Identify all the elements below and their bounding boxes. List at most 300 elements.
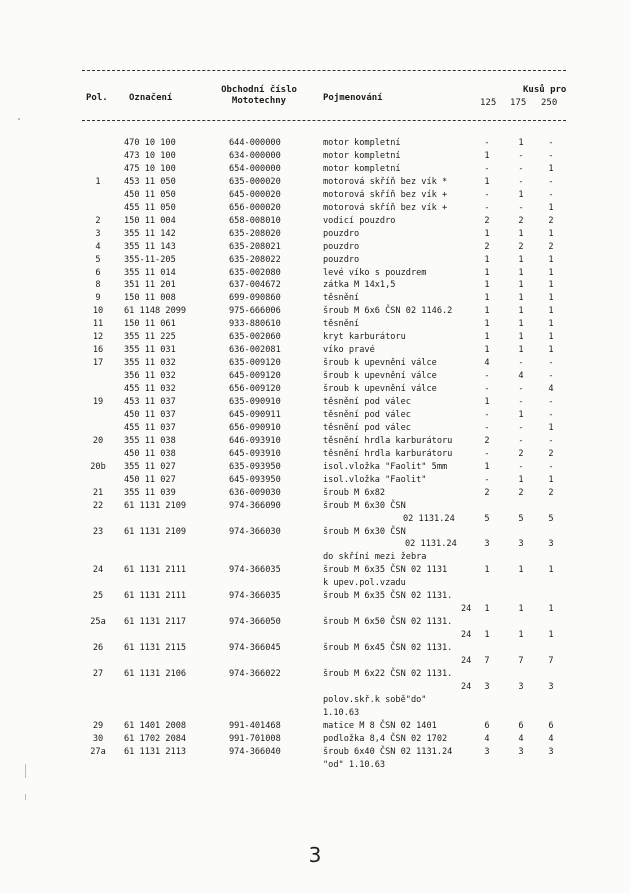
table-row	[0, 681, 630, 693]
oznaceni-cell: 473 10 100	[124, 150, 176, 161]
pol-cell: 25a	[90, 617, 106, 628]
pojmenovani-cell: šroub M 6x35 ČSN 02 1131	[323, 565, 448, 576]
pojmenovani-cell: 1.10.63	[323, 707, 360, 718]
qty-175-cell: 3	[518, 681, 524, 692]
oznaceni-cell: 450 11 037	[124, 409, 176, 420]
table-row	[0, 150, 630, 162]
qty-175-cell: -	[518, 163, 524, 174]
qty-175-cell: 1	[518, 306, 524, 317]
oznaceni-cell: 61 1702 2084	[124, 733, 187, 744]
qty-125-cell: 1	[484, 306, 490, 317]
obchodni-cell: 645-093950	[229, 474, 281, 485]
pol-cell: 19	[92, 397, 104, 407]
qty-125-cell: -	[484, 202, 490, 213]
oznaceni-cell: 61 1401 2008	[124, 720, 187, 731]
pojmenovani-cell: vodicí pouzdro	[323, 215, 396, 226]
pol-cell: 30	[92, 733, 104, 744]
table-row	[0, 331, 630, 343]
pol-cell: 26	[92, 643, 104, 654]
table-row	[0, 215, 630, 227]
qty-250-cell: 1	[548, 604, 554, 615]
pojmenovani-cell: isol.vložka "Faolit" 5mm	[323, 461, 448, 472]
pol-cell: 22	[92, 500, 104, 511]
oznaceni-cell: 351 11 201	[124, 280, 176, 291]
pol-cell: 17	[92, 358, 104, 369]
pojmenovani-cell: matice M 8 ČSN 02 1401	[323, 720, 437, 731]
qty-125-cell: -	[484, 371, 490, 382]
obchodni-cell: 975-666006	[229, 306, 281, 317]
pojmenovani-cell: šroub M 6x30 ČSN	[323, 500, 406, 511]
col-header-175: 175	[510, 98, 527, 108]
qty-250-cell: -	[548, 435, 554, 446]
table-row	[0, 396, 630, 408]
qty-250-cell: 1	[548, 332, 554, 343]
oznaceni-cell: 61 1148 2099	[124, 306, 187, 317]
qty-250-cell: 1	[548, 202, 554, 213]
pojmenovani-cell: těsnění pod válec	[323, 422, 411, 433]
qty-175-cell: 1	[518, 630, 524, 641]
oznaceni-cell: 450 11 050	[124, 189, 176, 200]
pojmenovani-cell: šroub M 6x82	[323, 487, 386, 498]
obchodni-cell: 974-366090	[229, 500, 281, 511]
pojmenovani-cell: zátka M 14x1,5	[323, 280, 396, 291]
obchodni-cell: 636-002081	[229, 345, 281, 356]
qty-250-cell: 1	[548, 280, 554, 291]
qty-250-cell: 1	[548, 228, 554, 239]
qty-125-cell: 1	[484, 604, 490, 615]
pojmenovani-cell: 02 1131.24	[403, 513, 455, 524]
obchodni-cell: 635-208022	[229, 254, 281, 265]
obchodni-cell: 635-000020	[229, 176, 281, 187]
qty-175-cell: 1	[518, 409, 524, 420]
oznaceni-cell: 355 11 031	[124, 345, 176, 356]
qty-250-cell: 1	[548, 306, 554, 317]
table-row	[0, 318, 630, 330]
table-row	[0, 448, 630, 460]
qty-175-cell: 2	[518, 448, 524, 459]
table-row	[0, 163, 630, 175]
obchodni-cell: 645-090911	[229, 409, 281, 420]
qty-125-cell: 3	[484, 681, 490, 692]
table-row	[0, 435, 630, 447]
obchodni-cell: 656-000020	[229, 202, 281, 213]
qty-175-cell: 1	[518, 254, 524, 265]
pojmenovani-cell: 24	[461, 681, 472, 692]
oznaceni-cell: 61 1131 2106	[124, 668, 187, 679]
qty-250-cell: 4	[548, 384, 554, 395]
col-header-125: 125	[480, 98, 497, 108]
table-row	[0, 551, 630, 563]
pojmenovani-cell: 24	[461, 630, 472, 641]
qty-175-cell: 3	[518, 539, 524, 550]
qty-125-cell: 1	[484, 267, 490, 278]
qty-175-cell: 1	[518, 267, 524, 278]
obchodni-cell: 635-208020	[229, 228, 281, 239]
qty-125-cell: 2	[484, 215, 490, 226]
table-row	[0, 746, 630, 758]
qty-175-cell: 1	[518, 189, 524, 200]
oznaceni-cell: 453 11 050	[124, 176, 176, 187]
table-row	[0, 707, 630, 719]
qty-250-cell: -	[548, 371, 554, 382]
qty-125-cell: 1	[484, 176, 490, 187]
pol-cell: 2	[95, 215, 101, 226]
table-row	[0, 487, 630, 499]
obchodni-cell: 933-880610	[229, 319, 281, 330]
qty-250-cell: 5	[548, 513, 554, 524]
pojmenovani-cell: polov.skř.k sobě"do"	[323, 694, 427, 705]
table-row	[0, 292, 630, 304]
obchodni-cell: 658-008010	[229, 215, 281, 226]
obchodni-cell: 635-002060	[229, 332, 281, 343]
col-header-pol: Pol.	[86, 93, 108, 103]
qty-125-cell: -	[484, 409, 490, 420]
pol-cell: 20	[92, 435, 104, 446]
oznaceni-cell: 355 11 143	[124, 241, 176, 252]
table-row	[0, 409, 630, 421]
oznaceni-cell: 150 11 008	[124, 293, 176, 304]
obchodni-cell: 974-366022	[229, 668, 281, 679]
qty-175-cell: 1	[518, 474, 524, 485]
pol-cell: 24	[92, 565, 104, 576]
top-rule	[82, 70, 566, 71]
table-row	[0, 629, 630, 641]
table-row	[0, 720, 630, 732]
obchodni-cell: 637-004672	[229, 280, 281, 291]
oznaceni-cell: 455 11 050	[124, 202, 176, 213]
col-header-oznaceni: Označení	[129, 93, 173, 103]
oznaceni-cell: 475 10 100	[124, 163, 176, 174]
qty-125-cell: 1	[484, 150, 490, 161]
oznaceni-cell: 355 11 038	[124, 435, 176, 446]
qty-125-cell: -	[484, 448, 490, 459]
qty-175-cell: 7	[518, 656, 524, 666]
table-row	[0, 305, 630, 317]
obchodni-cell: 974-366030	[229, 526, 281, 537]
qty-175-cell: -	[518, 397, 524, 407]
table-row	[0, 694, 630, 706]
qty-250-cell: 1	[548, 565, 554, 576]
pol-cell: 27	[92, 668, 104, 679]
qty-250-cell: 2	[548, 241, 554, 252]
pol-cell: 27a	[90, 746, 106, 757]
table-row	[0, 383, 630, 395]
obchodni-cell: 645-093910	[229, 448, 281, 459]
table-row	[0, 759, 630, 771]
scan-speck	[25, 794, 26, 800]
qty-125-cell: -	[484, 384, 490, 395]
obchodni-cell: 699-090860	[229, 293, 281, 304]
pojmenovani-cell: 02 1131.24	[405, 539, 457, 550]
pol-cell: 8	[95, 280, 101, 291]
oznaceni-cell: 61 1131 2111	[124, 591, 187, 602]
qty-250-cell: -	[548, 461, 554, 472]
qty-250-cell: 2	[548, 215, 554, 226]
qty-175-cell: 4	[518, 733, 524, 744]
qty-125-cell: 4	[484, 733, 490, 744]
header-rule	[82, 120, 566, 121]
qty-175-cell: -	[518, 202, 524, 213]
pol-cell: 1	[95, 176, 101, 187]
qty-250-cell: -	[548, 397, 554, 407]
qty-175-cell: 1	[518, 565, 524, 576]
pol-cell: 20b	[90, 461, 106, 472]
qty-175-cell: 1	[518, 228, 524, 239]
col-header-pojmenovani: Pojmenování	[323, 93, 383, 103]
qty-125-cell: -	[484, 474, 490, 485]
pol-cell: 11	[92, 319, 104, 330]
pojmenovani-cell: šroub M 6x45 ČSN 02 1131.	[323, 643, 453, 654]
oznaceni-cell: 450 11 027	[124, 474, 176, 485]
qty-250-cell: 1	[548, 267, 554, 278]
qty-175-cell: -	[518, 150, 524, 161]
pojmenovani-cell: těsnění hrdla karburátoru	[323, 435, 453, 446]
pojmenovani-cell: 24	[461, 604, 472, 615]
qty-175-cell: 5	[518, 513, 524, 524]
qty-125-cell: 2	[484, 241, 490, 252]
obchodni-cell: 974-366040	[229, 746, 281, 757]
table-row	[0, 616, 630, 628]
col-header-obchodni-line2: Mototechny	[231, 96, 287, 106]
pojmenovani-cell: těsnění pod válec	[323, 397, 411, 407]
pol-cell: 23	[92, 526, 104, 537]
pol-cell: 6	[95, 267, 101, 278]
pojmenovani-cell: těsnění	[323, 319, 360, 330]
qty-175-cell: -	[518, 435, 524, 446]
oznaceni-cell: 355 11 225	[124, 332, 176, 343]
table-row	[0, 500, 630, 512]
obchodni-cell: 974-366035	[229, 591, 281, 602]
obchodni-cell: 656-090910	[229, 422, 281, 433]
pojmenovani-cell: isol.vložka "Faolit"	[323, 474, 427, 485]
qty-250-cell: 1	[548, 293, 554, 304]
oznaceni-cell: 470 10 100	[124, 138, 176, 148]
table-row	[0, 474, 630, 486]
qty-125-cell: 3	[484, 539, 490, 550]
oznaceni-cell: 61 1131 2109	[124, 500, 187, 511]
pol-cell: 12	[92, 332, 104, 343]
oznaceni-cell: 355 11 032	[124, 358, 176, 369]
qty-125-cell: 2	[484, 435, 490, 446]
qty-175-cell: -	[518, 422, 524, 433]
oznaceni-cell: 355 11 027	[124, 461, 176, 472]
qty-125-cell: 6	[484, 720, 490, 731]
pojmenovani-cell: těsnění hrdla karburátoru	[323, 448, 453, 459]
col-header-obchodni	[214, 85, 304, 107]
pojmenovani-cell: motorová skříň bez vík +	[323, 189, 448, 200]
pojmenovani-cell: "od" 1.10.63	[323, 759, 386, 770]
pojmenovani-cell: motorová skříň bez vík +	[323, 202, 448, 213]
oznaceni-cell: 61 1131 2111	[124, 565, 187, 576]
qty-125-cell: -	[484, 189, 490, 200]
qty-125-cell: 1	[484, 293, 490, 304]
pojmenovani-cell: šroub M 6x22 ČSN 02 1131.	[323, 668, 453, 679]
obchodni-cell: 974-366050	[229, 617, 281, 628]
qty-175-cell: 2	[518, 241, 524, 252]
qty-125-cell: 1	[484, 254, 490, 265]
table-row	[0, 279, 630, 291]
qty-125-cell: -	[484, 138, 490, 148]
obchodni-cell: 645-009120	[229, 371, 281, 382]
table-row	[0, 228, 630, 240]
pojmenovani-cell: šroub k upevnění válce	[323, 384, 437, 395]
oznaceni-cell: 61 1131 2115	[124, 643, 187, 654]
qty-125-cell: 3	[484, 746, 490, 757]
pojmenovani-cell: motor kompletní	[323, 150, 401, 161]
pojmenovani-cell: šroub k upevnění válce	[323, 358, 437, 369]
qty-250-cell: 1	[548, 422, 554, 433]
qty-175-cell: 1	[518, 280, 524, 291]
pojmenovani-cell: šroub M 6x35 ČSN 02 1131.	[323, 591, 453, 602]
pojmenovani-cell: pouzdro	[323, 254, 360, 265]
pol-cell: 25	[92, 591, 104, 602]
table-row	[0, 642, 630, 654]
qty-250-cell: 3	[548, 681, 554, 692]
qty-250-cell: 7	[548, 656, 554, 666]
table-row	[0, 267, 630, 279]
page-number: 3	[308, 843, 322, 867]
qty-125-cell: 5	[484, 513, 490, 524]
qty-175-cell: 1	[518, 138, 524, 148]
table-row	[0, 370, 630, 382]
pol-cell: 16	[92, 345, 104, 356]
qty-250-cell: 1	[548, 254, 554, 265]
qty-125-cell: 7	[484, 656, 490, 666]
qty-250-cell: 2	[548, 448, 554, 459]
pojmenovani-cell: šroub k upevnění válce	[323, 371, 437, 382]
pojmenovani-cell: levé víko s pouzdrem	[323, 267, 427, 278]
qty-175-cell: 3	[518, 746, 524, 757]
oznaceni-cell: 150 11 061	[124, 319, 176, 330]
oznaceni-cell: 356 11 032	[124, 371, 176, 382]
qty-175-cell: 4	[518, 371, 524, 382]
table-row	[0, 461, 630, 473]
obchodni-cell: 635-208021	[229, 241, 281, 252]
table-row	[0, 189, 630, 201]
obchodni-cell: 635-009120	[229, 358, 281, 369]
qty-250-cell: 1	[548, 319, 554, 330]
qty-175-cell: 1	[518, 345, 524, 356]
oznaceni-cell: 355 11 014	[124, 267, 176, 278]
qty-250-cell: -	[548, 409, 554, 420]
obchodni-cell: 654-000000	[229, 163, 281, 174]
pojmenovani-cell: šroub M 6x6 ČSN 02 1146.2	[323, 306, 453, 317]
obchodni-cell: 974-366045	[229, 643, 281, 654]
qty-125-cell: 1	[484, 332, 490, 343]
table-row	[0, 564, 630, 576]
oznaceni-cell: 453 11 037	[124, 397, 176, 407]
table-row	[0, 577, 630, 589]
scan-speck	[25, 764, 26, 778]
qty-175-cell: 1	[518, 332, 524, 343]
table-row	[0, 526, 630, 538]
pojmenovani-cell: podložka 8,4 ČSN 02 1702	[323, 733, 448, 744]
pojmenovani-cell: těsnění pod válec	[323, 409, 411, 420]
qty-250-cell: -	[548, 176, 554, 187]
qty-175-cell: -	[518, 358, 524, 369]
table-row	[0, 357, 630, 369]
qty-175-cell: 1	[518, 604, 524, 615]
pol-cell: 5	[95, 254, 101, 265]
oznaceni-cell: 455 11 037	[124, 422, 176, 433]
qty-250-cell: 2	[548, 487, 554, 498]
table-row	[0, 733, 630, 745]
obchodni-cell: 645-000020	[229, 189, 281, 200]
obchodni-cell: 644-000000	[229, 138, 281, 148]
qty-250-cell: -	[548, 150, 554, 161]
obchodni-cell: 636-009030	[229, 487, 281, 498]
obchodni-cell: 974-366035	[229, 565, 281, 576]
pojmenovani-cell: těsnění	[323, 293, 360, 304]
qty-250-cell: -	[548, 138, 554, 148]
oznaceni-cell: 150 11 004	[124, 215, 176, 226]
qty-175-cell: 1	[518, 293, 524, 304]
qty-250-cell: 3	[548, 539, 554, 550]
pojmenovani-cell: šroub M 6x30 ČSN	[323, 526, 406, 537]
qty-250-cell: 1	[548, 345, 554, 356]
oznaceni-cell: 61 1131 2117	[124, 617, 187, 628]
oznaceni-cell: 355 11 039	[124, 487, 176, 498]
pojmenovani-cell: k upev.pol.vzadu	[323, 578, 406, 589]
qty-175-cell: -	[518, 176, 524, 187]
table-row	[0, 422, 630, 434]
pol-cell: 29	[92, 720, 104, 731]
qty-125-cell: 1	[484, 319, 490, 330]
obchodni-cell: 635-090910	[229, 397, 281, 407]
qty-250-cell: 1	[548, 474, 554, 485]
qty-250-cell: -	[548, 189, 554, 200]
obchodni-cell: 656-009120	[229, 384, 281, 395]
pol-cell: 3	[95, 228, 101, 239]
qty-175-cell: -	[518, 384, 524, 395]
qty-175-cell: 2	[518, 487, 524, 498]
table-row	[0, 137, 630, 149]
oznaceni-cell: 355 11 142	[124, 228, 176, 239]
obchodni-cell: 635-002080	[229, 267, 281, 278]
oznaceni-cell: 61 1131 2113	[124, 746, 187, 757]
table-row	[0, 254, 630, 266]
table-row	[0, 668, 630, 680]
obchodni-cell: 991-701008	[229, 733, 281, 744]
pojmenovani-cell: motorová skříň bez vík *	[323, 176, 448, 187]
pojmenovani-cell: motor kompletní	[323, 163, 401, 174]
col-header-250: 250	[541, 98, 558, 108]
table-row	[0, 655, 630, 667]
obchodni-cell: 991-401468	[229, 720, 281, 731]
table-row	[0, 538, 630, 550]
qty-125-cell: 1	[484, 630, 490, 641]
table-row	[0, 344, 630, 356]
pojmenovani-cell: pouzdro	[323, 241, 360, 252]
qty-250-cell: -	[548, 358, 554, 369]
qty-125-cell: -	[484, 163, 490, 174]
pojmenovani-cell: 24	[461, 656, 472, 666]
qty-175-cell: 1	[518, 319, 524, 330]
oznaceni-cell: 61 1131 2109	[124, 526, 187, 537]
qty-175-cell: -	[518, 461, 524, 472]
qty-250-cell: 4	[548, 733, 554, 744]
oznaceni-cell: 450 11 038	[124, 448, 176, 459]
pojmenovani-cell: šroub M 6x50 ČSN 02 1131.	[323, 617, 453, 628]
col-header-kusu: Kusů pro	[523, 85, 567, 95]
table-row	[0, 590, 630, 602]
scan-speck	[18, 118, 20, 120]
qty-125-cell: 1	[484, 280, 490, 291]
qty-125-cell: 1	[484, 565, 490, 576]
qty-250-cell: 6	[548, 720, 554, 731]
pol-cell: 4	[95, 241, 101, 252]
qty-125-cell: 4	[484, 358, 490, 369]
